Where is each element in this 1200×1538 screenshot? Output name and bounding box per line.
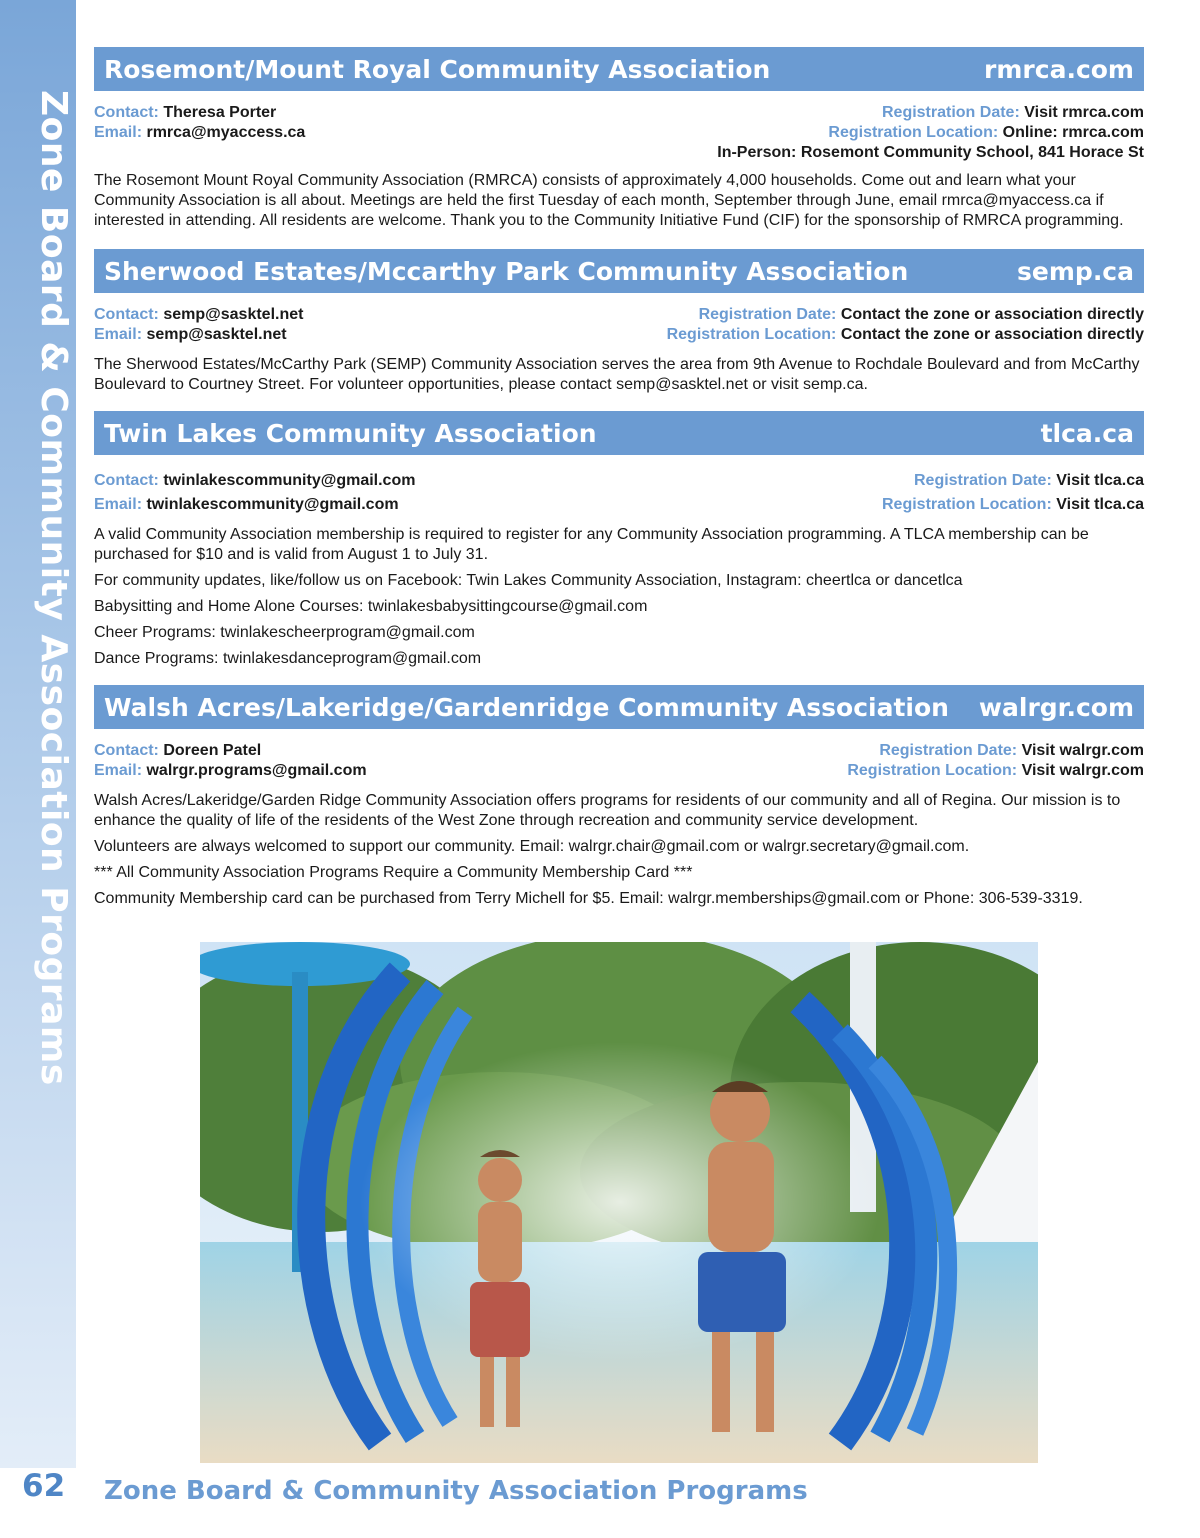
contact-left [94, 305, 303, 345]
description: The Rosemont Mount Royal Community Association (RMRCA) consists of approximately 4,000 households. Come out and learn what your Community Association is all about. Meetings are held the first Tuesday of each month, September through June, email rmrca@myaccess.ca if interested in attending. All residents are welcome. Thank you to the Community Initiative Fund (CIF) for the sponsorship of RMRCA programming. [94, 172, 1124, 229]
description: *** All Community Association Programs Require a Community Membership Card *** [94, 864, 693, 881]
sidebar-title: Zone Board & Community Association Programs [33, 90, 74, 1086]
description: Cheer Programs: twinlakescheerprogram@gmail.com [94, 624, 475, 641]
contact-left [94, 469, 415, 517]
email-label: Email: [94, 496, 143, 513]
registration-date-value: Visit walrgr.com [1021, 742, 1144, 759]
registration-date-value: Contact the zone or association directly [840, 306, 1144, 323]
registration-location-value: Online: rmrca.com [1002, 124, 1144, 141]
footer-title: Zone Board & Community Association Programs [104, 1476, 808, 1506]
section-title: Rosemont/Mount Royal Community Association [104, 54, 771, 84]
association-section [94, 47, 1144, 231]
splash-park-illustration [200, 942, 1038, 1463]
contact-label: Contact: [94, 306, 159, 323]
email-link[interactable]: semp@sasktel.net [146, 326, 287, 343]
email-link[interactable]: walrgr.programs@gmail.com [146, 762, 367, 779]
section-header [94, 249, 1144, 293]
splash-park-photo [200, 942, 1038, 1463]
contact-left [94, 741, 367, 781]
section-header [94, 47, 1144, 91]
registration-date-label: Registration Date: [698, 306, 837, 323]
registration-location-value: Visit tlca.ca [1056, 496, 1144, 513]
description: A valid Community Association membership is required to register for any Community Association programming. A TLCA membership can be purchased for $10 and is valid from August 1 to July 31. [94, 526, 1089, 563]
email-link[interactable]: rmrca@myaccess.ca [146, 124, 306, 141]
description: Dance Programs: twinlakesdanceprogram@gmail.com [94, 650, 482, 667]
page-number: 62 [22, 1468, 66, 1504]
section-title: Walsh Acres/Lakeridge/Gardenridge Community Association [104, 692, 949, 722]
section-title: Sherwood Estates/Mccarthy Park Community Association [104, 256, 909, 286]
description: Community Membership card can be purchased from Terry Michell for $5. Email: walrgr.memberships@gmail.com or Phone: 306-539-3319. [94, 890, 1083, 907]
contact-label: Contact: [94, 104, 159, 121]
association-section [94, 411, 1144, 669]
registration-location-label: Registration Location: [666, 326, 837, 343]
registration-date-label: Registration Date: [913, 472, 1052, 489]
registration-info [847, 741, 1144, 781]
email-link[interactable]: twinlakescommunity@gmail.com [146, 496, 399, 513]
description: Walsh Acres/Lakeridge/Garden Ridge Community Association offers programs for residents of our community and all of Regina. Our mission is to enhance the quality of life of the residents of the West Zone through recreation and community service development. [94, 792, 1121, 829]
content [94, 47, 1144, 923]
section-header [94, 685, 1144, 729]
contact-block [94, 305, 1144, 345]
association-section [94, 685, 1144, 909]
registration-location-value: Visit walrgr.com [1021, 762, 1144, 779]
contact-left [94, 103, 305, 163]
registration-date-label: Registration Date: [879, 742, 1018, 759]
contact-label: Contact: [94, 472, 159, 489]
contact-value: Doreen Patel [163, 742, 262, 759]
email-label: Email: [94, 762, 143, 779]
section-website-link[interactable]: walrgr.com [978, 692, 1134, 722]
registration-date-value: Visit rmrca.com [1024, 104, 1144, 121]
contact-value[interactable]: twinlakescommunity@gmail.com [163, 472, 416, 489]
description: Volunteers are always welcomed to support our community. Email: walrgr.chair@gmail.com or walrgr.secretary@gmail.com. [94, 838, 970, 855]
section-header [94, 411, 1144, 455]
description: For community updates, like/follow us on Facebook: Twin Lakes Community Association, Instagram: cheertlca or dancetlca [94, 572, 963, 589]
registration-date-value: Visit tlca.ca [1056, 472, 1144, 489]
registration-location-label: Registration Location: [882, 496, 1052, 513]
contact-label: Contact: [94, 742, 159, 759]
contact-value: Theresa Porter [163, 104, 277, 121]
registration-date-label: Registration Date: [881, 104, 1020, 121]
registration-location-extra: In-Person: Rosemont Community School, 841 Horace St [717, 144, 1144, 161]
registration-location-value: Contact the zone or association directly [840, 326, 1144, 343]
contact-value[interactable]: semp@sasktel.net [163, 306, 304, 323]
description: Babysitting and Home Alone Courses: twinlakesbabysittingcourse@gmail.com [94, 598, 648, 615]
contact-block [94, 469, 1144, 517]
section-website-link[interactable]: tlca.ca [1040, 418, 1134, 448]
registration-location-label: Registration Location: [847, 762, 1018, 779]
section-website-link[interactable]: semp.ca [1017, 256, 1134, 286]
section-title: Twin Lakes Community Association [104, 418, 597, 448]
contact-block [94, 103, 1144, 163]
email-label: Email: [94, 124, 143, 141]
association-section [94, 249, 1144, 395]
registration-info [882, 469, 1144, 517]
description: The Sherwood Estates/McCarthy Park (SEMP) Community Association serves the area from 9th Avenue to Rochdale Boulevard and from McCarthy Boulevard to Courtney Street. For volunteer opportunities, please contact semp@sasktel.net or visit semp.ca. [94, 356, 1140, 393]
contact-block [94, 741, 1144, 781]
registration-location-label: Registration Location: [828, 124, 999, 141]
section-website-link[interactable]: rmrca.com [984, 54, 1134, 84]
registration-info [717, 103, 1144, 163]
registration-info [667, 305, 1144, 345]
email-label: Email: [94, 326, 143, 343]
